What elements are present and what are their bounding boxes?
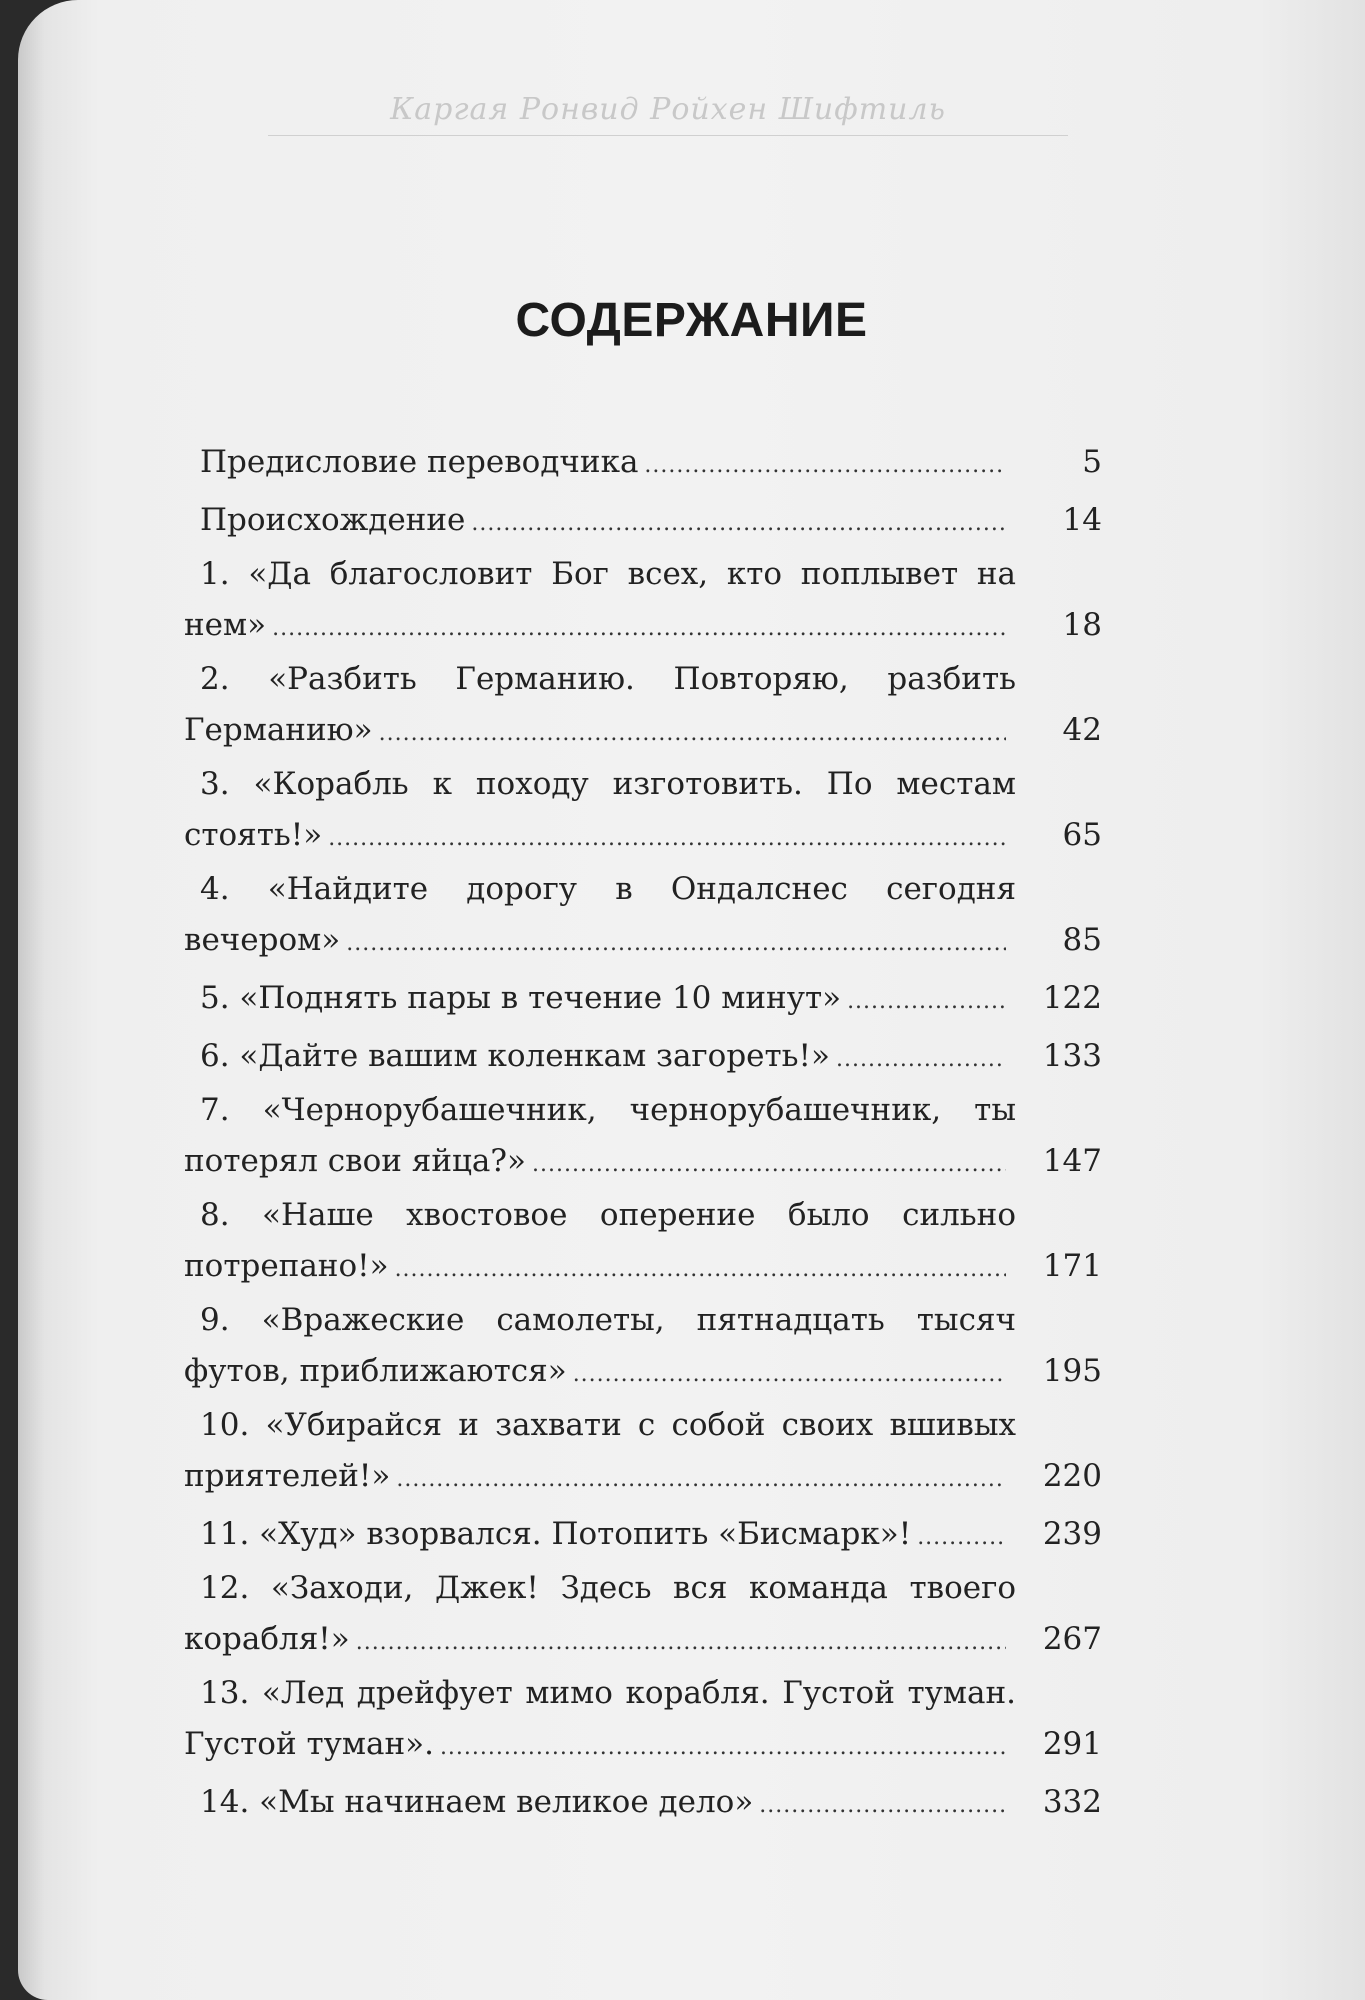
- toc-page-number: 147: [1042, 1143, 1102, 1179]
- toc-page-number: 239: [1042, 1516, 1102, 1552]
- toc-entry[interactable]: [184, 760, 1102, 861]
- toc-entry-title: Предисловие переводчика: [200, 444, 639, 480]
- toc-entry[interactable]: [184, 1564, 1102, 1665]
- toc-entry-title: 14. «Мы начинаем великое дело»: [200, 1784, 754, 1820]
- dot-leader: [644, 440, 1006, 492]
- toc-entry[interactable]: [184, 1030, 1102, 1082]
- toc-entry-title-line: 8. «Наше хвостовое оперение было сильно: [200, 1197, 1016, 1233]
- toc-entry[interactable]: [184, 1086, 1102, 1187]
- toc-page-number: 14: [1062, 502, 1102, 538]
- toc-entry-title-line: 13. «Лед дрейфует мимо корабля. Густой туман.: [200, 1675, 1016, 1711]
- toc-entry-title: Густой туман».: [184, 1726, 434, 1762]
- toc-entry-title-line: 7. «Чернорубашечник, чернорубашечник, ты: [200, 1092, 1016, 1128]
- toc-entry-title: корабля!»: [184, 1621, 350, 1657]
- toc-entry-title: вечером»: [184, 922, 341, 958]
- toc-entry-title: потерял свои яйца?»: [184, 1143, 526, 1179]
- dot-leader: [395, 1244, 1006, 1296]
- page-title: СОДЕРЖАНИЕ: [515, 294, 868, 347]
- dot-leader: [440, 1722, 1006, 1774]
- toc-entry-title: Происхождение: [200, 502, 466, 538]
- toc-page-number: 122: [1042, 980, 1102, 1016]
- dot-leader: [836, 1034, 1006, 1086]
- toc-page-number: 291: [1042, 1726, 1102, 1762]
- table-of-contents: [184, 430, 1102, 1828]
- toc-page-number: 332: [1042, 1784, 1102, 1820]
- dot-leader: [847, 976, 1006, 1028]
- dot-leader: [759, 1780, 1006, 1832]
- toc-entry-title-line: 3. «Корабль к походу изготовить. По местам: [200, 766, 1016, 802]
- dot-leader: [356, 1617, 1006, 1669]
- toc-page-number: 220: [1042, 1458, 1102, 1494]
- toc-entry-title-line: 2. «Разбить Германию. Повторяю, разбить: [200, 661, 1016, 697]
- toc-entry-title: 6. «Дайте вашим коленкам загореть!»: [200, 1038, 830, 1074]
- running-head: Каргая Ронвид Ройхен Шифтиль: [268, 92, 1068, 136]
- toc-page-number: 5: [1082, 444, 1102, 480]
- toc-page-number: 65: [1062, 817, 1102, 853]
- toc-entry-title: приятелей!»: [184, 1458, 391, 1494]
- toc-entry-title-line: 10. «Убирайся и захвати с собой своих вшивых: [200, 1407, 1016, 1443]
- toc-page-number: 85: [1062, 922, 1102, 958]
- toc-entry-title: стоять!»: [184, 817, 323, 853]
- dot-leader: [272, 603, 1006, 655]
- toc-entry[interactable]: [184, 436, 1102, 488]
- book-page: [18, 0, 1365, 2000]
- toc-entry-title: Германию»: [184, 712, 373, 748]
- toc-entry[interactable]: [184, 550, 1102, 651]
- toc-entry-title: футов, приближаются»: [184, 1353, 567, 1389]
- toc-entry-title-line: 12. «Заходи, Джек! Здесь вся команда твоего: [200, 1570, 1016, 1606]
- toc-entry-title-line: 9. «Вражеские самолеты, пятнадцать тысяч: [200, 1302, 1016, 1338]
- toc-entry-title-line: 1. «Да благословит Бог всех, кто поплывет на: [200, 556, 1016, 592]
- toc-entry[interactable]: [184, 1401, 1102, 1502]
- toc-page-number: 267: [1042, 1621, 1102, 1657]
- toc-entry[interactable]: [184, 1296, 1102, 1397]
- toc-page-number: 18: [1062, 607, 1102, 643]
- toc-page-number: 171: [1042, 1248, 1102, 1284]
- toc-page-number: 42: [1062, 712, 1102, 748]
- dot-leader: [471, 498, 1006, 550]
- toc-page-number: 133: [1042, 1038, 1102, 1074]
- dot-leader: [573, 1349, 1006, 1401]
- toc-entry-title: 5. «Поднять пары в течение 10 минут»: [200, 980, 842, 1016]
- dot-leader: [917, 1512, 1006, 1564]
- toc-entry[interactable]: [184, 865, 1102, 966]
- toc-entry-title: 11. «Худ» взорвался. Потопить «Бисмарк»!: [200, 1516, 912, 1552]
- toc-entry[interactable]: [184, 1669, 1102, 1770]
- dot-leader: [346, 918, 1006, 970]
- dot-leader: [379, 708, 1006, 760]
- toc-entry[interactable]: [184, 494, 1102, 546]
- toc-entry-title: нем»: [184, 607, 267, 643]
- dot-leader: [328, 813, 1006, 865]
- toc-entry[interactable]: [184, 1191, 1102, 1292]
- toc-entry-title-line: 4. «Найдите дорогу в Ондалснес сегодня: [200, 871, 1016, 907]
- toc-page-number: 195: [1042, 1353, 1102, 1389]
- toc-entry[interactable]: [184, 972, 1102, 1024]
- toc-entry[interactable]: [184, 1776, 1102, 1828]
- dot-leader: [396, 1454, 1006, 1506]
- dot-leader: [532, 1139, 1006, 1191]
- toc-entry[interactable]: [184, 1508, 1102, 1560]
- toc-entry-title: потрепано!»: [184, 1248, 389, 1284]
- toc-entry[interactable]: [184, 655, 1102, 756]
